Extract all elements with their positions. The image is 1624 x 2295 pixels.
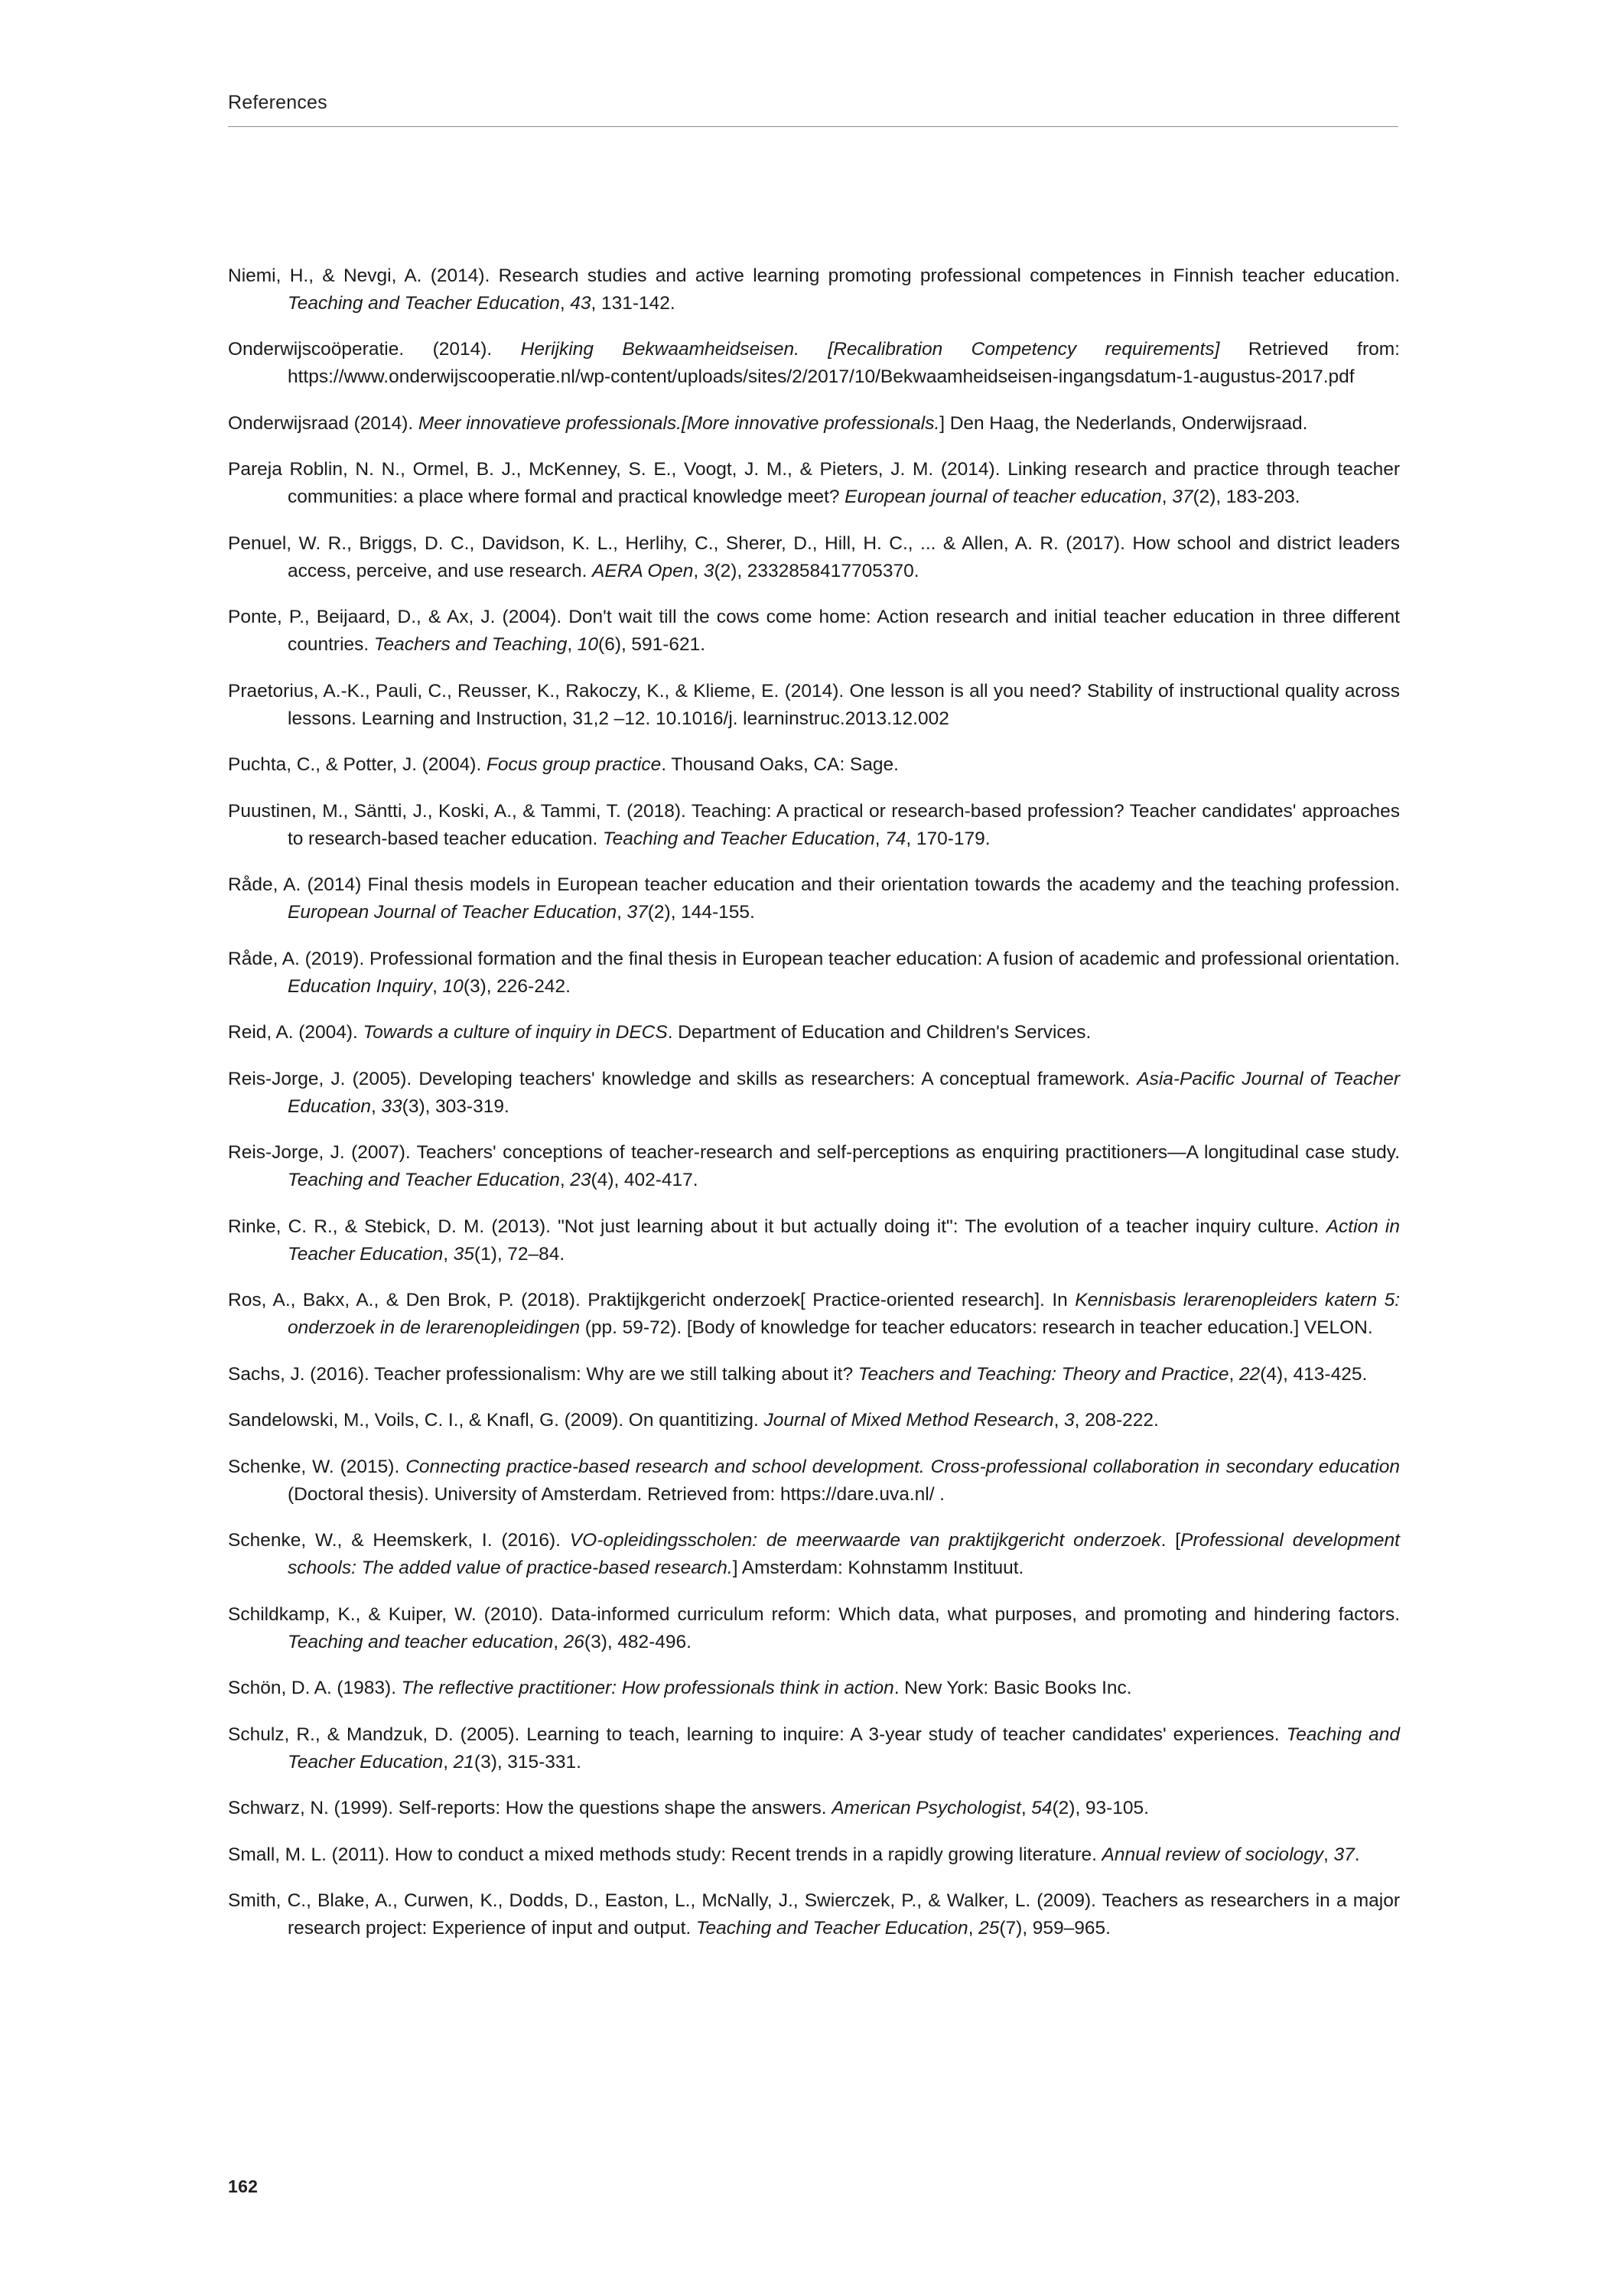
reference-entry: Schulz, R., & Mandzuk, D. (2005). Learning to teach, learning to inquire: A 3-year study of teacher candidates' experiences. Teaching and Teacher Education, 21(3), 315-331. bbox=[228, 1724, 1400, 1773]
reference-entry: Onderwijscoöperatie. (2014). Herijking Bekwaamheidseisen. [Recalibration Competency requirements] Retrieved from: https://www.onderwijscooperatie.nl/wp-content/uploads/sites/2/2017/10/Bekwaamheidseisen-ingangsdatum-1-augustus-2017.pdf bbox=[228, 339, 1400, 387]
reference-entry: Reid, A. (2004). Towards a culture of inquiry in DECS. Department of Education and Children's Services. bbox=[228, 1022, 1092, 1043]
reference-list bbox=[228, 243, 1400, 1957]
reference-entry: Reis-Jorge, J. (2005). Developing teachers' knowledge and skills as researchers: A conceptual framework. Asia-Pacific Journal of Teacher Education, 33(3), 303-319. bbox=[228, 1068, 1400, 1117]
reference-entry: Rinke, C. R., & Stebick, D. M. (2013). "Not just learning about it but actually doing it": The evolution of a teacher inquiry culture. Action in Teacher Education, 35(1), 72–84. bbox=[228, 1216, 1400, 1265]
reference-entry: Schenke, W. (2015). Connecting practice-based research and school development. Cross-professional collaboration in secondary education (Doctoral thesis). University of Amsterdam. Retrieved from: https://dare.uva.nl/ . bbox=[228, 1456, 1400, 1505]
page-title: References bbox=[228, 92, 327, 113]
reference-entry: Reis-Jorge, J. (2007). Teachers' conceptions of teacher-research and self-perceptions as enquiring practitioners—A longitudinal case study. Teaching and Teacher Education, 23(4), 402-417. bbox=[228, 1142, 1400, 1190]
reference-entry: Sandelowski, M., Voils, C. I., & Knafl, G. (2009). On quantitizing. Journal of Mixed Method Research, 3, 208-222. bbox=[228, 1410, 1159, 1431]
reference-entry: Puchta, C., & Potter, J. (2004). Focus group practice. Thousand Oaks, CA: Sage. bbox=[228, 754, 899, 775]
reference-entry: Small, M. L. (2011). How to conduct a mixed methods study: Recent trends in a rapidly growing literature. Annual review of sociology, 37. bbox=[228, 1844, 1360, 1865]
page-header bbox=[228, 92, 1398, 127]
reference-entry: Råde, A. (2014) Final thesis models in European teacher education and their orientation towards the academy and the teaching profession. European Journal of Teacher Education, 37(2), 144-155. bbox=[228, 874, 1400, 923]
reference-entry: Schön, D. A. (1983). The reflective practitioner: How professionals think in action. New York: Basic Books Inc. bbox=[228, 1678, 1132, 1698]
reference-entry: Schenke, W., & Heemskerk, I. (2016). VO-opleidingsscholen: de meerwaarde van praktijkgericht onderzoek. [Professional development schools: The added value of practice-based research.] Amsterdam: Kohnstamm Instituut. bbox=[228, 1530, 1400, 1578]
reference-entry: Praetorius, A.-K., Pauli, C., Reusser, K., Rakoczy, K., & Klieme, E. (2014). One lesson is all you need? Stability of instructional quality across lessons. Learning and Instruction, 31,2 –12. 10.1016/j. learninstruc.2013.12.002 bbox=[228, 680, 1400, 729]
reference-entry: Råde, A. (2019). Professional formation and the final thesis in European teacher education: A fusion of academic and professional orientation. Education Inquiry, 10(3), 226-242. bbox=[228, 948, 1400, 997]
reference-entry: Sachs, J. (2016). Teacher professionalism: Why are we still talking about it? Teachers and Teaching: Theory and Practice, 22(4), 413-425. bbox=[228, 1363, 1368, 1385]
page-number: 162 bbox=[228, 2176, 259, 2196]
reference-entry: Niemi, H., & Nevgi, A. (2014). Research studies and active learning promoting professional competences in Finnish teacher education. Teaching and Teacher Education, 43, 131-142. bbox=[228, 265, 1400, 314]
reference-entry: Ros, A., Bakx, A., & Den Brok, P. (2018). Praktijkgericht onderzoek[ Practice-oriented research]. In Kennisbasis lerarenopleiders katern 5: onderzoek in de lerarenopleidingen (pp. 59-72). [Body of knowledge for teacher educators: research in teacher education.] VELON. bbox=[228, 1290, 1400, 1338]
reference-entry: Puustinen, M., Säntti, J., Koski, A., & Tammi, T. (2018). Teaching: A practical or research-based profession? Teacher candidates' approaches to research-based teacher education. Teaching and Teacher Education, 74, 170-179. bbox=[228, 800, 1400, 849]
reference-entry: Ponte, P., Beijaard, D., & Ax, J. (2004). Don't wait till the cows come home: Action research and initial teacher education in three different countries. Teachers and Teaching, 10(6), 591-621. bbox=[228, 607, 1400, 655]
reference-entry: Smith, C., Blake, A., Curwen, K., Dodds, D., Easton, L., McNally, J., Swierczek, P., & Walker, L. (2009). Teachers as researchers in a major research project: Experience of input and output. Teaching and Teacher Education, 25(7), 959–965. bbox=[228, 1890, 1400, 1939]
reference-entry: Onderwijsraad (2014). Meer innovatieve professionals.[More innovative professionals.] Den Haag, the Nederlands, Onderwijsraad. bbox=[228, 412, 1308, 434]
reference-entry: Schwarz, N. (1999). Self-reports: How the questions shape the answers. American Psychologist, 54(2), 93-105. bbox=[228, 1798, 1149, 1818]
reference-entry: Schildkamp, K., & Kuiper, W. (2010). Data-informed curriculum reform: Which data, what purposes, and promoting and hindering factors. Teaching and teacher education, 26(3), 482-496. bbox=[228, 1603, 1400, 1652]
header-divider bbox=[228, 126, 1398, 127]
reference-entry: Penuel, W. R., Briggs, D. C., Davidson, K. L., Herlihy, C., Sherer, D., Hill, H. C., ... & Allen, A. R. (2017). How school and district leaders access, perceive, and use research. AERA Open, 3(2), 2332858417705370. bbox=[228, 532, 1400, 581]
reference-entry: Pareja Roblin, N. N., Ormel, B. J., McKenney, S. E., Voogt, J. M., & Pieters, J. M. (2014). Linking research and practice through teacher communities: a place where formal and practical knowledge meet? European journal of teacher education, 37(2), 183-203. bbox=[228, 459, 1400, 507]
